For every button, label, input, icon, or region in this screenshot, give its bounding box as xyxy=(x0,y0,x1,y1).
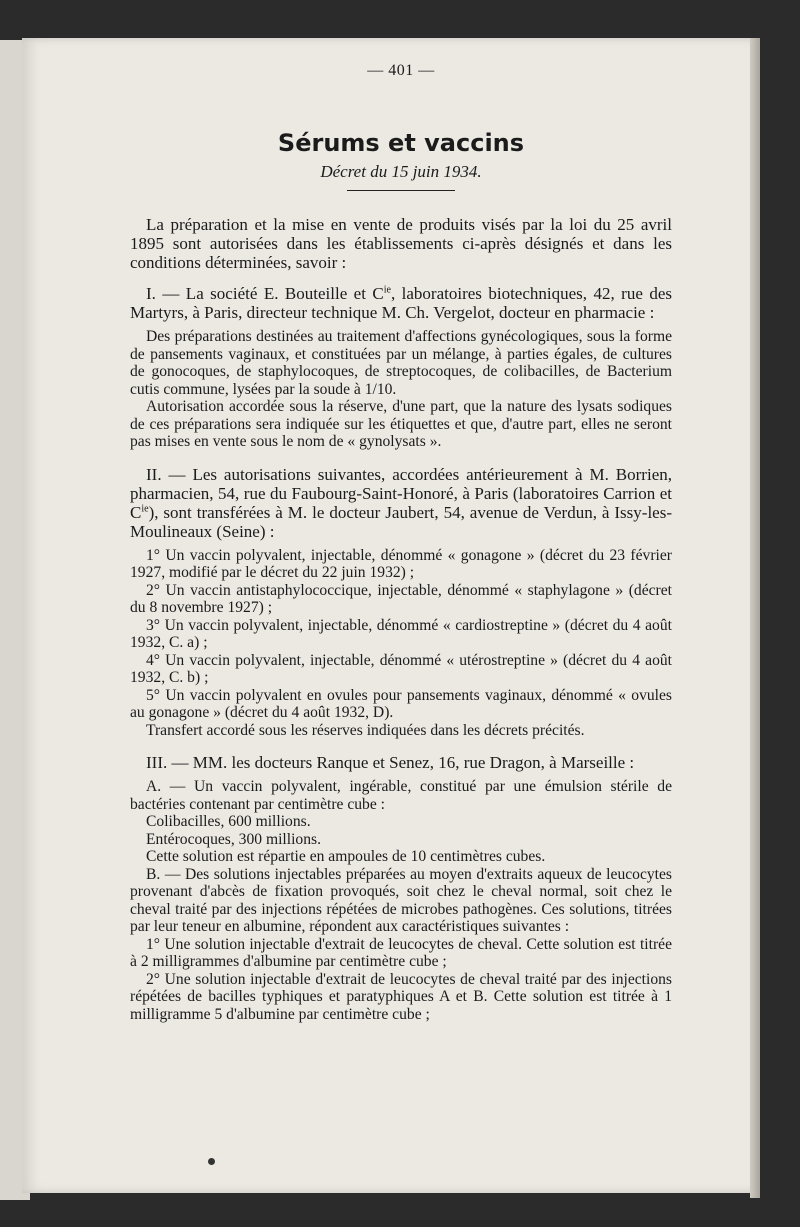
section-2-item-4: 4° Un vaccin polyvalent, injectable, dénommé « utérostreptine » (décret du 4 août 1932, C. b) ; xyxy=(130,651,672,686)
section-1-heading: I. — La société E. Bouteille et $C^{ie}$, laboratoires biotechniques, 42, rue des Martyrs, à Paris, directeur technique M. Ch. Vergelot, docteur en pharmacie : xyxy=(130,284,672,322)
ink-dot xyxy=(208,1158,215,1165)
page-edge xyxy=(750,38,760,1198)
page-content xyxy=(130,62,672,1023)
section-3-a: A. — Un vaccin polyvalent, ingérable, constitué par une émulsion stérile de bactéries contenant par centimètre cube : xyxy=(130,778,672,813)
intro-paragraph: La préparation et la mise en vente de produits visés par la loi du 25 avril 1895 sont autorisées dans les établissements ci-après désignés et dans les conditions déterminées, savoir : xyxy=(130,215,672,272)
page-title: Sérums et vaccins xyxy=(277,128,525,157)
section-2-item-1: 1° Un vaccin polyvalent, injectable, dénommé « gonagone » (décret du 23 février 1927, modifié par le décret du 22 juin 1932) ; xyxy=(130,546,672,581)
section-3-b-item-1: 1° Une solution injectable d'extrait de leucocytes de cheval. Cette solution est titrée à 2 milligrammes d'albumine par centimètre cube ; xyxy=(130,935,672,970)
section-3-heading: III. — MM. les docteurs Ranque et Senez, 16, rue Dragon, à Marseille : xyxy=(146,753,635,772)
section-3-colibacilles: Colibacilles, 600 millions. xyxy=(146,813,311,830)
section-1-authorization: Autorisation accordée sous la réserve, d'une part, que la nature des lysats sodiques de ces préparations sera indiquée sur les étiquettes et que, d'autre part, elles ne seront pas mises en vente sous le nom de « gynolysats ». xyxy=(130,398,672,450)
title-divider xyxy=(347,190,455,191)
section-3-b-item-2: 2° Une solution injectable d'extrait de leucocytes de cheval traité par des injections répétées de bacilles typhiques et paratyphiques A et B. Cette solution est titrée à 1 milligramme 5 d'albumine par centimètre cube ; xyxy=(130,970,672,1023)
section-2-transfer: Transfert accordé sous les réserves indiquées dans les décrets précités. xyxy=(146,721,585,739)
page-number: — 401 — xyxy=(367,62,435,79)
section-3-ampoules: Cette solution est répartie en ampoules de 10 centimètres cubes. xyxy=(146,848,546,865)
section-3-enterocoques: Entérocoques, 300 millions. xyxy=(146,830,321,848)
decree-date: Décret du 15 juin 1934. xyxy=(320,161,482,181)
section-2-item-2: 2° Un vaccin antistaphylococcique, injectable, dénommé « staphylagone » (décret du 8 novembre 1927) ; xyxy=(130,581,672,616)
section-2-item-3: 3° Un vaccin polyvalent, injectable, dénommé « cardiostreptine » (décret du 4 août 1932, C. a) ; xyxy=(130,616,672,651)
section-2-item-5: 5° Un vaccin polyvalent en ovules pour pansements vaginaux, dénommé « ovules au gonagone » (décret du 4 août 1932, D). xyxy=(130,686,672,721)
section-1-paragraph: Des préparations destinées au traitement d'affections gynécologiques, sous la forme de pansements vaginaux, et constituées par un mélange, à parties égales, de cultures de gonocoques, de staphylocoques, de streptocoques, de colibacilles, de Bacterium cutis commune, lysées par la soude à 1/10. xyxy=(130,328,672,398)
section-2-heading: II. — Les autorisations suivantes, accordées antérieurement à M. Borrien, pharmacien, 54, rue du Faubourg-Saint-Honoré, à Paris (laboratoires Carrion et $C^{ie}$), sont transférées à M. le docteur Jaubert, 54, avenue de Verdun, à Issy-les-Moulineaux (Seine) : xyxy=(130,464,672,541)
section-3-b: B. — Des solutions injectables préparées au moyen d'extraits aqueux de leucocytes provenant d'abcès de fixation provoqués, soit chez le cheval normal, soit chez le cheval traité par des injections répétées de microbes pathogènes. Ces solutions, titrées par leur teneur en albumine, répondent aux caractéristiques suivantes : xyxy=(130,865,672,935)
